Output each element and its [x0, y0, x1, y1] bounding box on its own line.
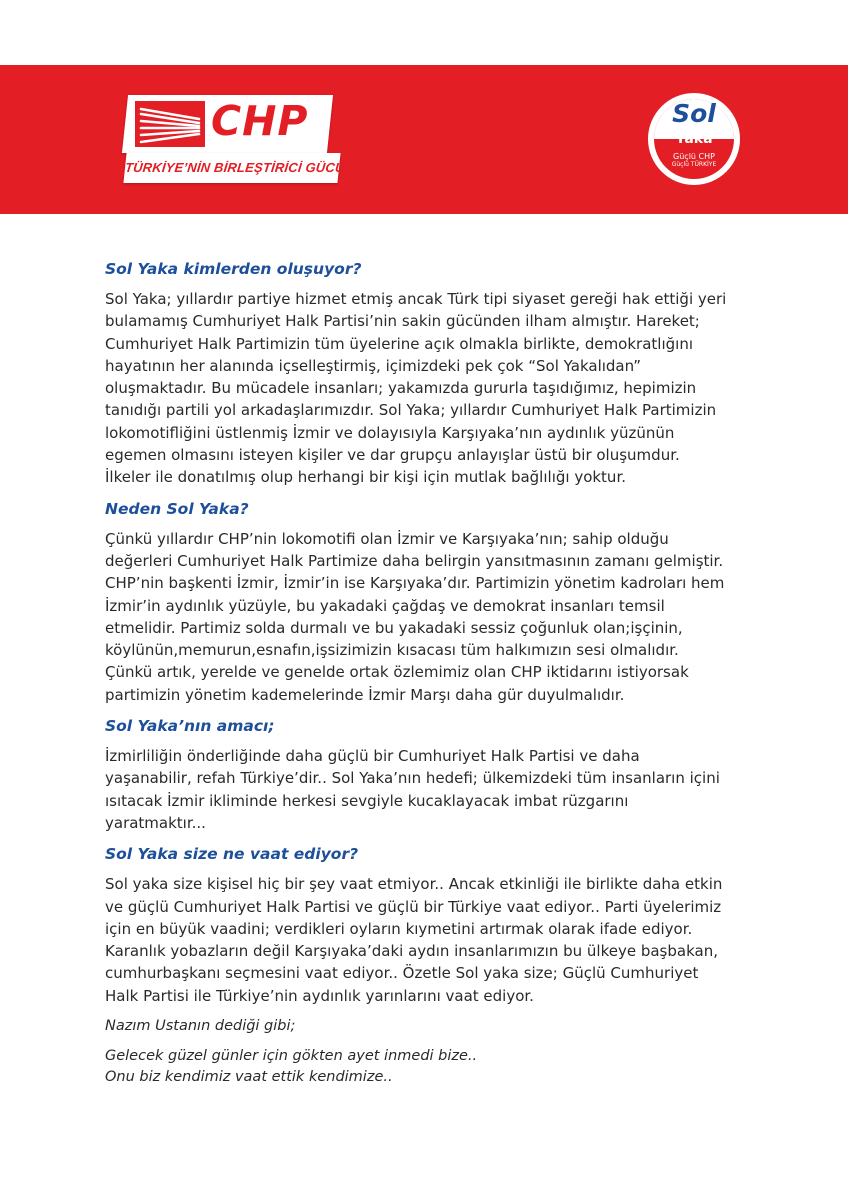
quote-intro: Nazım Ustanın dediği gibi;: [105, 1018, 296, 1035]
paragraph-line: İlkeler ile donatılmış olup herhangi bir kişi için mutlak bağlılığı yoktur.: [105, 468, 627, 487]
paragraph-line: yaratmaktır...: [105, 813, 206, 832]
section-paragraph: [105, 528, 765, 706]
paragraph-line: İzmirliliğin önderliğinde daha güçlü bir Cumhuriyet Halk Partisi ve daha: [105, 747, 640, 766]
sol-yaka-badge: [648, 93, 740, 185]
chp-slogan: TÜRKİYE’NİN BİRLEŞTİRİCİ GÜCÜ: [123, 153, 340, 183]
paragraph-line: için en büyük vaadini; verdikleri oyların kıymetini artırmak olarak ifade ediyor.: [105, 919, 693, 938]
paragraph-line: hayatının her alanında içselleştirmiş, içimizdeki pek çok “Sol Yakalıdan”: [105, 356, 642, 375]
badge-title-yaka: Yaka: [675, 131, 713, 147]
paragraph-line: bulamamış Cumhuriyet Halk Partisi’nin sakin gücünden ilham almıştır. Hareket;: [105, 312, 700, 331]
section-heading: Sol Yaka size ne vaat ediyor?: [105, 845, 359, 864]
quote-line: Onu biz kendimiz vaat ettik kendimize..: [105, 1069, 393, 1086]
paragraph-line: yaşanabilir, refah Türkiye’dir.. Sol Yaka’nın hedefi; ülkemizdeki tüm insanların içini: [105, 769, 720, 788]
paragraph-line: ve güçlü Cumhuriyet Halk Partisi ve güçlü bir Türkiye vaat ediyor.. Parti üyelerimiz: [105, 897, 722, 916]
paragraph-line: partimizin yönetim kademelerinde İzmir Marşı daha gür duyulmalıdır.: [105, 685, 625, 704]
section-heading: Sol Yaka kimlerden oluşuyor?: [105, 260, 362, 278]
chp-logo: [125, 95, 345, 187]
document-body: [105, 258, 765, 1088]
paragraph-line: cumhurbaşkanı seçmesini vaat ediyor.. Özetle Sol yaka size; Güçlü Cumhuriyet: [105, 964, 699, 983]
paragraph-line: lokomotifliğini üstlenmiş İzmir ve dolayısıyla Karşıyaka’nın aydınlık yüzünün: [105, 423, 675, 442]
section-paragraph: [105, 873, 765, 1007]
section-heading: Sol Yaka’nın amacı;: [105, 717, 275, 736]
paragraph-line: etmelidir. Partimiz solda durmalı ve bu yakadaki sessiz çoğunluk olan;işçinin,: [105, 618, 683, 637]
paragraph-line: ısıtacak İzmir ikliminde herkesi sevgiyle kucaklayacak imbat rüzgarını: [105, 791, 629, 810]
paragraph-line: köylünün,memurun,esnafın,işsizimizin kısacası tüm halkımızın sesi olmalıdır.: [105, 641, 679, 660]
section-heading: Neden Sol Yaka?: [105, 499, 249, 518]
badge-subtitle-chp: Güçlü CHP: [673, 152, 715, 161]
paragraph-line: oluşmaktadır. Bu mücadele insanları; yakamızda gururla taşıdığımız, hepimizin: [105, 379, 697, 398]
chp-six-arrows-icon: [135, 101, 205, 147]
section-paragraph: [105, 745, 765, 834]
paragraph-line: egemen olmasını isteyen kişiler ve dar grupçu anlayışlar üstü bir oluşumdur.: [105, 446, 680, 465]
badge-title-sol: Sol: [672, 99, 716, 128]
paragraph-line: İzmir’in aydınlık yüzüyle, bu yakadaki çağdaş ve demokrat insanları temsil: [105, 596, 665, 615]
chp-logo-text: CHP: [211, 97, 309, 145]
paragraph-line: Karanlık yobazların değil Karşıyaka’daki aydın insanlarımızın bu ülkeye başbakan,: [105, 942, 718, 961]
quote-line: Gelecek güzel günler için gökten ayet inmedi bize..: [105, 1048, 478, 1065]
paragraph-line: Sol Yaka; yıllardır partiye hizmet etmiş ancak Türk tipi siyaset gereği hak ettiği yeri: [105, 290, 727, 308]
paragraph-line: Sol yaka size kişisel hiç bir şey vaat etmiyor.. Ancak etkinliği ile birlikte daha etkin: [105, 875, 723, 894]
paragraph-line: tanıdığı partili yol arkadaşlarımızdır. Sol Yaka; yıllardır Cumhuriyet Halk Partimizin: [105, 401, 717, 420]
paragraph-line: Çünkü yıllardır CHP’nin lokomotifi olan İzmir ve Karşıyaka’nın; sahip olduğu: [105, 529, 669, 548]
paragraph-line: Çünkü artık, yerelde ve genelde ortak özlemimiz olan CHP iktidarını istiyorsak: [105, 663, 689, 682]
paragraph-line: Halk Partisi ile Türkiye’nin aydınlık yarınlarını vaat ediyor.: [105, 986, 534, 1005]
paragraph-line: Cumhuriyet Halk Partimizin tüm üyelerine açık olmakla birlikte, demokratlığını: [105, 334, 693, 353]
paragraph-line: CHP’nin başkenti İzmir, İzmir’in ise Karşıyaka’dır. Partimizin yönetim kadroları hem: [105, 574, 725, 593]
badge-subtitle-turkiye: Güçlü TÜRKİYE: [671, 161, 717, 168]
paragraph-line: değerleri Cumhuriyet Halk Partimize daha belirgin yansıtmasının zamanı gelmiştir.: [105, 551, 724, 570]
section-paragraph: [105, 288, 765, 489]
